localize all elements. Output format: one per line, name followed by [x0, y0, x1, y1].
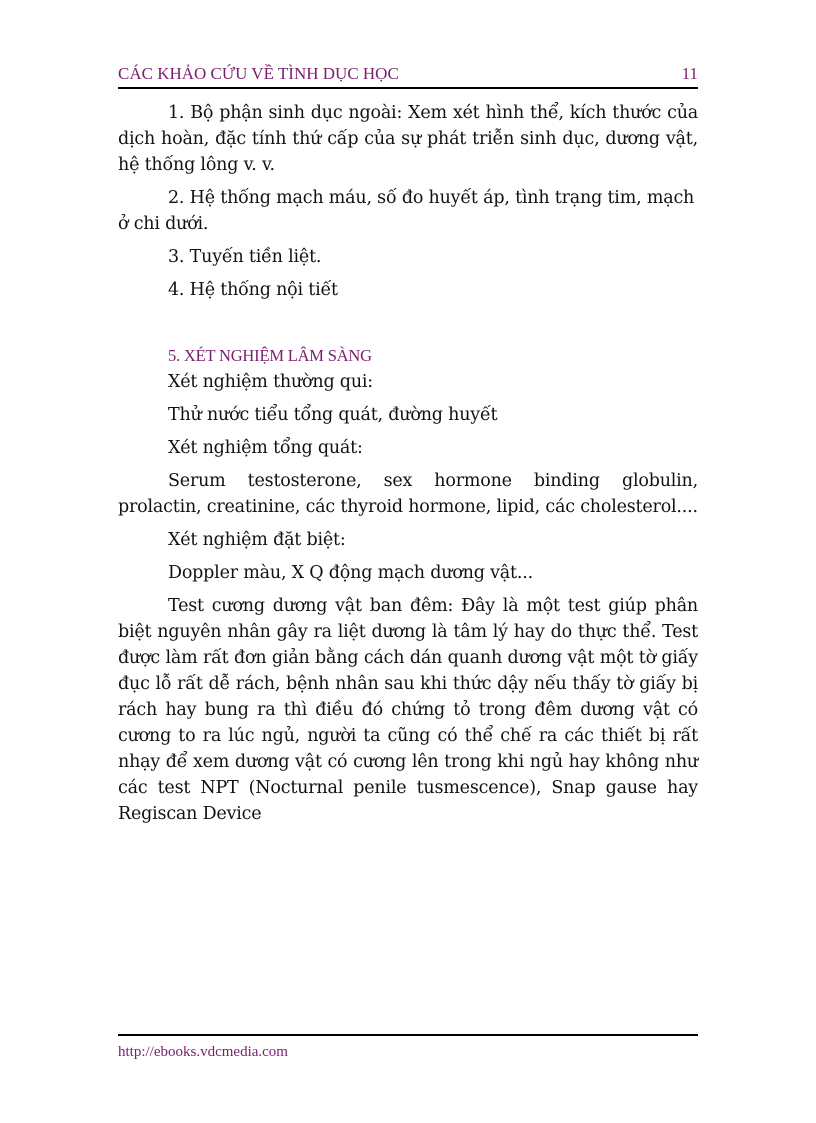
- paragraph-general-tests: Serum testosterone, sex hormone binding globulin, prolactin, creatinine, các thyroid hormone, lipid, các cholesterol....: [118, 471, 698, 517]
- paragraph-night-test: Test cương dương vật ban đêm: Đây là một test giúp phân biệt nguyên nhân gây ra liệt dương là tâm lý hay do thực thể. Test được làm rất đơn giản bằng cách dán quanh dương vật một tờ giấy đục lỗ rất dễ rách, bệnh nhân sau khi thức dậy nếu thấy tờ giấy bị rách hay bung ra thì điều đó chứng tỏ trong đêm dương vật có cương to ra lúc ngủ, người ta cũng có thể chế ra các thiết bị rất nhạy để xem dương vật có cương lên trong khi ngủ hay không như các test NPT (Nocturnal penile tusmescence), Snap gause hay Regiscan Device: [118, 596, 698, 824]
- page-body: [118, 100, 698, 827]
- list-item-2: 2. Hệ thống mạch máu, số đo huyết áp, tình trạng tim, mạch ở chi dưới.: [118, 188, 695, 234]
- footer-divider: [118, 1034, 698, 1036]
- paragraph-special-tests-label: Xét nghiệm đặt biệt:: [168, 530, 346, 550]
- paragraph-general-tests-label: Xét nghiệm tổng quát:: [168, 438, 363, 458]
- page-number: 11: [681, 64, 698, 83]
- list-item-3: 3. Tuyến tiền liệt.: [168, 247, 322, 267]
- footer-url[interactable]: http://ebooks.vdcmedia.com: [118, 1044, 288, 1060]
- list-item-4: 4. Hệ thống nội tiết: [168, 280, 338, 300]
- header-divider: [118, 87, 698, 89]
- running-header: [118, 64, 698, 84]
- paragraph-special-tests: Doppler màu, X Q động mạch dương vật...: [168, 563, 533, 583]
- paragraph-routine-tests-label: Xét nghiệm thường qui:: [168, 372, 373, 392]
- header-title: CÁC KHẢO CỨU VỀ TÌNH DỤC HỌC: [118, 64, 399, 83]
- paragraph-routine-tests: Thử nước tiểu tổng quát, đường huyết: [168, 405, 498, 425]
- section-title: 5. XÉT NGHIỆM LÂM SÀNG: [168, 346, 372, 365]
- list-item-1: 1. Bộ phận sinh dục ngoài: Xem xét hình thể, kích thước của dịch hoàn, đặc tính thứ cấp của sự phát triễn sinh dục, dương vật, hệ thống lông v. v.: [118, 103, 698, 175]
